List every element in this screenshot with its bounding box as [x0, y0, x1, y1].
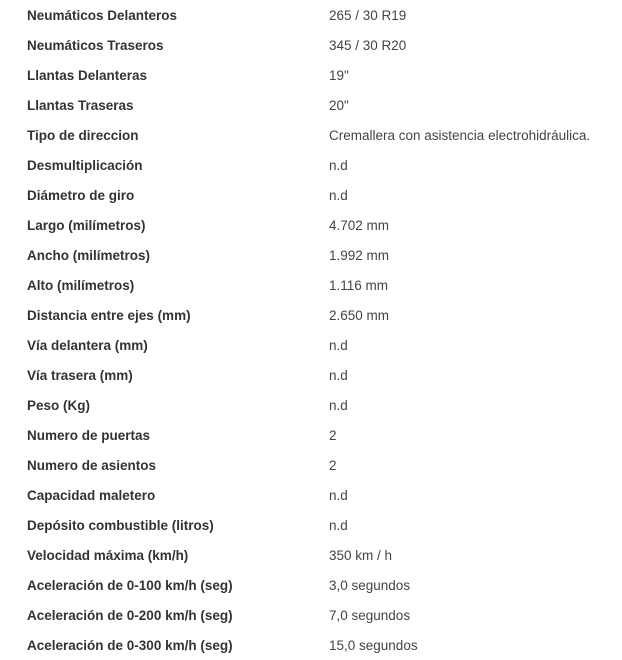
table-row: [0, 90, 622, 120]
table-row: [0, 390, 622, 420]
spec-label-height: Alto (milímetros): [27, 277, 135, 293]
spec-label-weight: Peso (Kg): [27, 397, 91, 413]
table-row: [0, 30, 622, 60]
spec-value-fuel-tank: n.d: [329, 517, 348, 533]
table-row: [0, 600, 622, 630]
spec-label-doors: Numero de puertas: [27, 427, 151, 443]
spec-value-front-rims: 19": [329, 67, 349, 83]
spec-label-fuel-tank: Depósito combustible (litros): [27, 517, 214, 533]
table-row: [0, 630, 622, 660]
table-row: [0, 570, 622, 600]
spec-label-wheelbase: Distancia entre ejes (mm): [27, 307, 191, 323]
spec-value-accel-0-300: 15,0 segundos: [329, 637, 418, 653]
spec-value-steering-type: Cremallera con asistencia electrohidráulica.: [329, 127, 591, 143]
spec-value-doors: 2: [329, 427, 337, 443]
spec-value-top-speed: 350 km / h: [329, 547, 393, 563]
table-row: [0, 60, 622, 90]
spec-label-length: Largo (milímetros): [27, 217, 146, 233]
spec-label-turning-diameter: Diámetro de giro: [27, 187, 135, 203]
spec-label-rear-tires: Neumáticos Traseros: [27, 37, 164, 53]
spec-value-wheelbase: 2.650 mm: [329, 307, 390, 323]
spec-value-steering-ratio: n.d: [329, 157, 348, 173]
spec-label-steering-type: Tipo de direccion: [27, 127, 139, 143]
table-row: [0, 480, 622, 510]
spec-value-front-tires: 265 / 30 R19: [329, 7, 407, 23]
spec-label-rear-track: Vía trasera (mm): [27, 367, 133, 383]
spec-value-turning-diameter: n.d: [329, 187, 348, 203]
spec-value-rear-track: n.d: [329, 367, 348, 383]
spec-label-rear-rims: Llantas Traseras: [27, 97, 134, 113]
table-row: [0, 120, 622, 150]
spec-label-front-tires: Neumáticos Delanteros: [27, 7, 178, 23]
table-row: [0, 510, 622, 540]
table-row: [0, 330, 622, 360]
table-row: [0, 180, 622, 210]
spec-label-front-rims: Llantas Delanteras: [27, 67, 148, 83]
table-row: [0, 0, 622, 30]
spec-value-height: 1.116 mm: [329, 277, 389, 293]
spec-value-accel-0-100: 3,0 segundos: [329, 577, 411, 593]
table-row: [0, 270, 622, 300]
spec-value-width: 1.992 mm: [329, 247, 390, 263]
spec-label-accel-0-100: Aceleración de 0-100 km/h (seg): [27, 577, 233, 593]
spec-label-seats: Numero de asientos: [27, 457, 157, 473]
spec-label-accel-0-200: Aceleración de 0-200 km/h (seg): [27, 607, 233, 623]
table-row: [0, 210, 622, 240]
table-row: [0, 240, 622, 270]
spec-label-steering-ratio: Desmultiplicación: [27, 157, 143, 173]
table-row: [0, 300, 622, 330]
table-row: [0, 150, 622, 180]
spec-value-length: 4.702 mm: [329, 217, 390, 233]
spec-label-accel-0-300: Aceleración de 0-300 km/h (seg): [27, 637, 233, 653]
table-row: [0, 420, 622, 450]
spec-value-rear-rims: 20": [329, 97, 349, 113]
spec-value-accel-0-200: 7,0 segundos: [329, 607, 411, 623]
table-row: [0, 360, 622, 390]
spec-value-seats: 2: [329, 457, 337, 473]
spec-value-trunk-capacity: n.d: [329, 487, 348, 503]
spec-value-front-track: n.d: [329, 337, 348, 353]
spec-label-front-track: Vía delantera (mm): [27, 337, 148, 353]
table-row: [0, 540, 622, 570]
spec-value-weight: n.d: [329, 397, 348, 413]
spec-label-top-speed: Velocidad máxima (km/h): [27, 547, 189, 563]
spec-value-rear-tires: 345 / 30 R20: [329, 37, 407, 53]
table-row: [0, 450, 622, 480]
spec-label-width: Ancho (milímetros): [27, 247, 151, 263]
spec-label-trunk-capacity: Capacidad maletero: [27, 487, 156, 503]
